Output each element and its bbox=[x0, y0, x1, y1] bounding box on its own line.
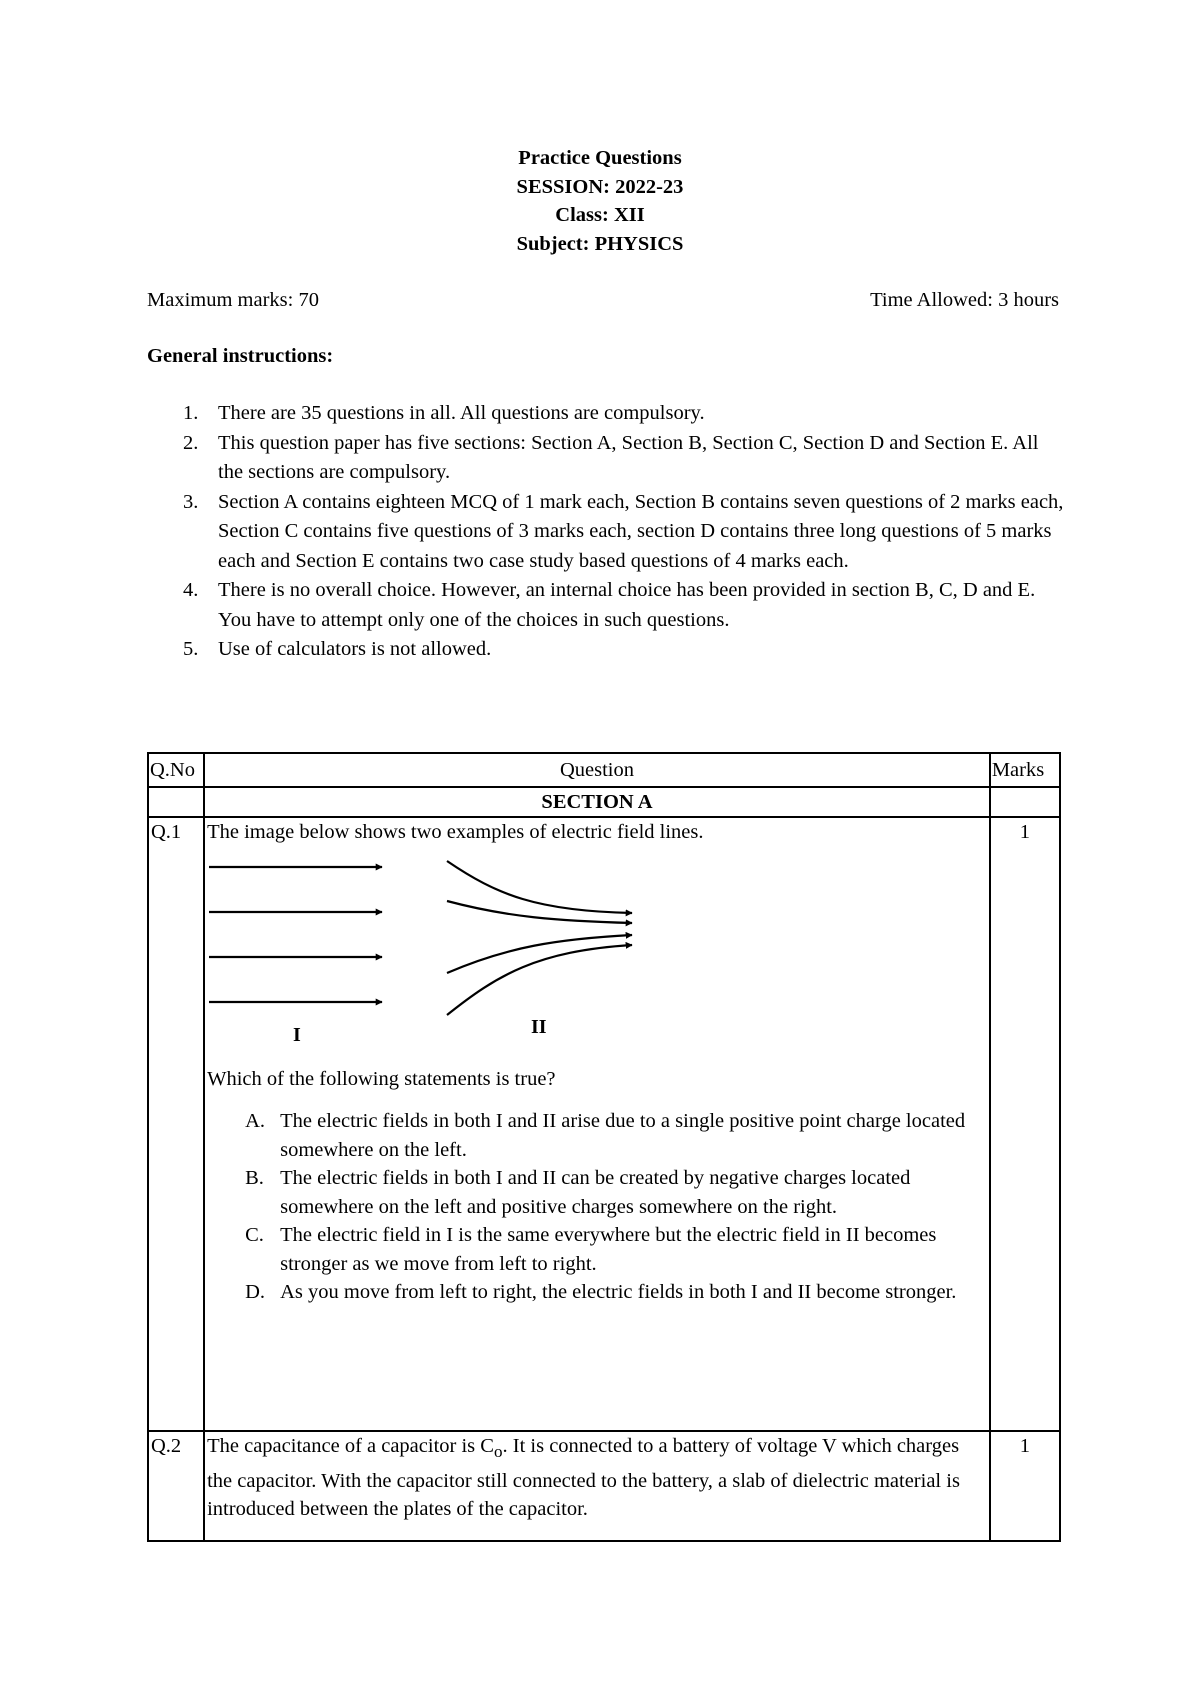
instruction-text: There are 35 questions in all. All questions are compulsory. bbox=[218, 402, 705, 424]
field-line bbox=[447, 861, 632, 913]
maximum-marks: Maximum marks: 70 bbox=[147, 289, 319, 311]
option-text: The electric fields in both I and II can be created by negative charges located somewhere on the left and positive charges somewhere on the right. bbox=[280, 1167, 911, 1218]
question-body bbox=[204, 1431, 990, 1541]
instruction-item bbox=[147, 488, 1067, 577]
electric-field-lines-figure bbox=[207, 855, 647, 1045]
field-line bbox=[447, 935, 632, 973]
general-instructions-title: General instructions: bbox=[147, 345, 334, 367]
paper-header bbox=[0, 144, 1200, 258]
answer-option bbox=[207, 1107, 989, 1164]
answer-option bbox=[207, 1278, 989, 1307]
instruction-item bbox=[147, 576, 1067, 635]
answer-option bbox=[207, 1164, 989, 1221]
instruction-text: There is no overall choice. However, an internal choice has been provided in section B, C, D and E. You have to attempt only one of the choices in such questions. bbox=[218, 579, 1036, 631]
uniform-field-lines bbox=[209, 867, 382, 1002]
capacitance-subscript: o bbox=[493, 1442, 503, 1462]
question-number: Q.2 bbox=[148, 1431, 204, 1541]
instruction-number: 4. bbox=[183, 579, 199, 601]
question-number: Q.1 bbox=[148, 817, 204, 1431]
question-text-part: . It is connected to a battery of voltage V which charges the capacitor. With the capacitor still connected to the battery, a slab of dielectric material is introduced between the plates of the capacitor. bbox=[207, 1435, 960, 1521]
column-header-marks: Marks bbox=[990, 753, 1060, 787]
instruction-number: 5. bbox=[183, 638, 199, 660]
paper-title: Practice Questions bbox=[518, 147, 682, 169]
option-letter: A. bbox=[245, 1110, 266, 1132]
field-line bbox=[447, 945, 632, 1015]
question-stem: The image below shows two examples of electric field lines. bbox=[207, 821, 704, 843]
instructions-list bbox=[147, 399, 1067, 665]
marks-time-row bbox=[147, 286, 1059, 314]
column-header-qno: Q.No bbox=[148, 753, 204, 787]
question-text-part: The capacitance of a capacitor is C bbox=[207, 1435, 494, 1457]
question-row-2 bbox=[148, 1431, 1060, 1541]
question-prompt: Which of the following statements is true? bbox=[207, 1067, 556, 1090]
class-line: Class: XII bbox=[555, 204, 645, 226]
option-letter: D. bbox=[245, 1281, 266, 1303]
option-letter: B. bbox=[245, 1167, 264, 1189]
instruction-item bbox=[147, 399, 1067, 429]
instruction-item bbox=[147, 635, 1067, 665]
instruction-number: 2. bbox=[183, 431, 199, 454]
instruction-text: Section A contains eighteen MCQ of 1 mark each, Section B contains seven questions of 2 marks each, Section C contains five questions of 3 marks each, section D contains three long questions of 5 marks each and Section E contains two case study based questions of 4 marks each. bbox=[218, 490, 1064, 572]
option-letter: C. bbox=[245, 1224, 264, 1246]
question-body bbox=[204, 817, 990, 1431]
option-text: The electric fields in both I and II arise due to a single positive point charge located somewhere on the left. bbox=[280, 1110, 966, 1161]
figure-label-i: I bbox=[293, 1023, 301, 1045]
instruction-number: 1. bbox=[183, 402, 199, 424]
session-line: SESSION: 2022-23 bbox=[516, 175, 684, 198]
question-marks: 1 bbox=[990, 1431, 1060, 1541]
converging-field-lines bbox=[447, 861, 632, 1015]
option-text: As you move from left to right, the electric fields in both I and II become stronger. bbox=[280, 1281, 957, 1303]
option-text: The electric field in I is the same everywhere but the electric field in II becomes stronger as we move from left to right. bbox=[280, 1224, 937, 1275]
column-header-question: Question bbox=[204, 753, 990, 787]
section-empty-cell bbox=[990, 787, 1060, 817]
instruction-item bbox=[147, 429, 1067, 488]
figure-label-ii: II bbox=[531, 1015, 547, 1038]
time-allowed: Time Allowed: 3 hours bbox=[870, 289, 1059, 311]
section-empty-cell bbox=[148, 787, 204, 817]
subject-line: Subject: PHYSICS bbox=[516, 232, 684, 255]
section-row bbox=[148, 787, 1060, 817]
answer-option bbox=[207, 1221, 989, 1278]
instruction-text: This question paper has five sections: Section A, Section B, Section C, Section D and Section E. All the sections are compulsory. bbox=[218, 431, 1039, 483]
questions-table bbox=[147, 752, 1061, 1542]
question-row-1 bbox=[148, 817, 1060, 1431]
question-marks: 1 bbox=[990, 817, 1060, 1431]
instruction-number: 3. bbox=[183, 490, 199, 513]
table-header-row bbox=[148, 753, 1060, 787]
section-a-title: SECTION A bbox=[204, 787, 990, 817]
instruction-text: Use of calculators is not allowed. bbox=[218, 638, 492, 660]
answer-options bbox=[207, 1107, 989, 1307]
